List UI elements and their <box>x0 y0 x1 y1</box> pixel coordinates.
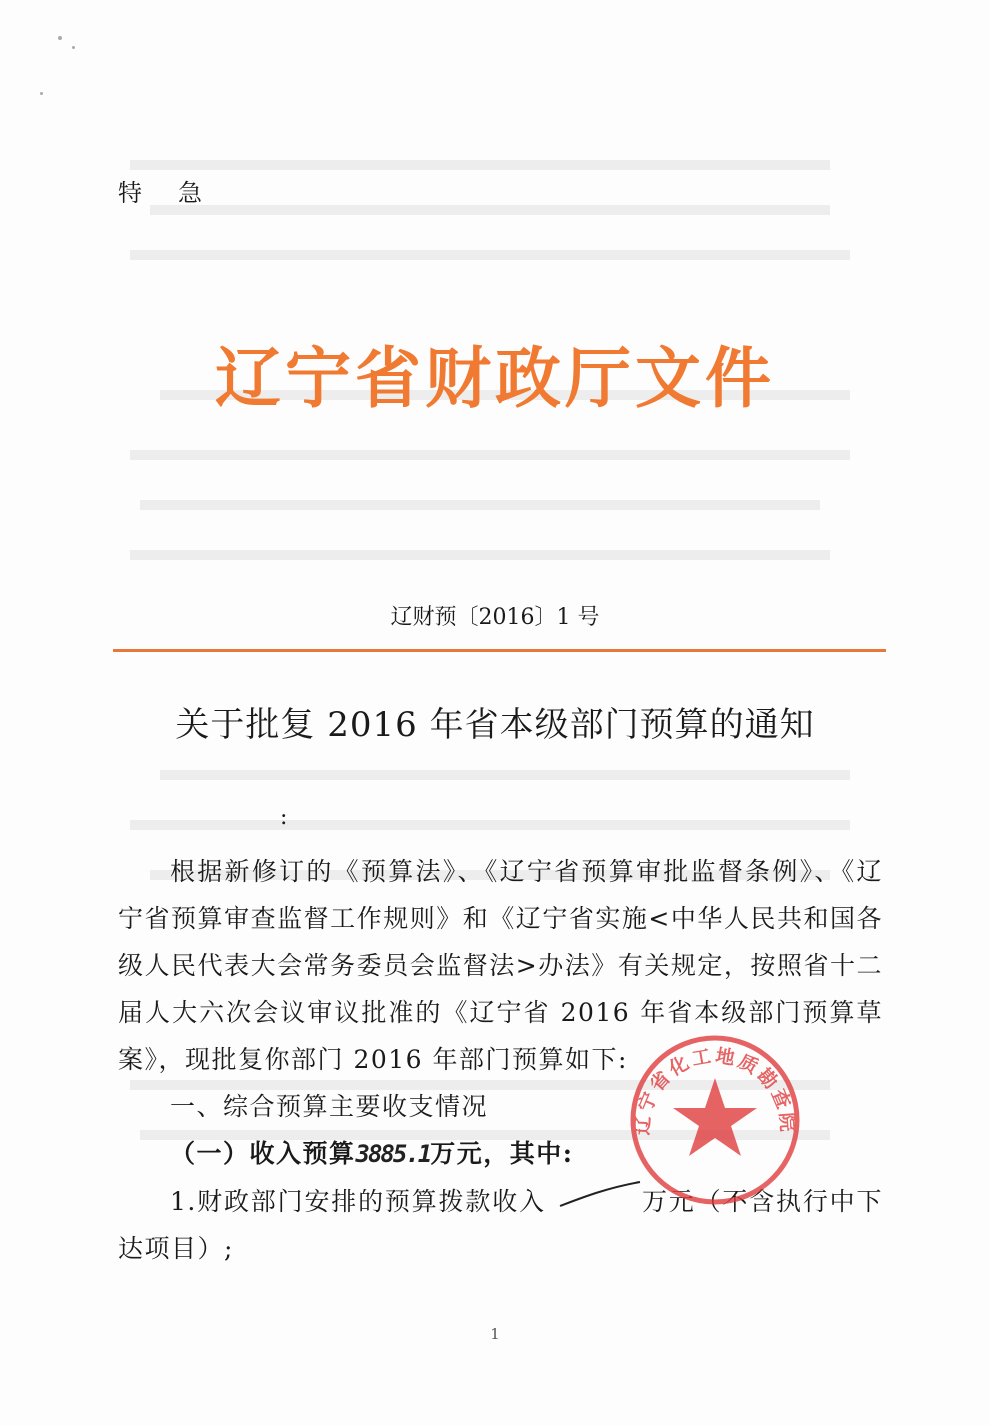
income-prefix: （一）收入预算 <box>170 1139 356 1168</box>
paragraph-1: 根据新修订的《预算法》、《辽宁省预算审批监督条例》、《辽宁省预算审查监督工作规则》和《辽宁省实施<中华人民共和国各级人民代表大会常务委员会监督法>办法》有关规定，按照省十二届人大六次会议审议批准的《辽宁省 2016 年省本级部门预算草案》，现批复你部门 2016 年部门预算如下: <box>118 857 883 1074</box>
seal-text: 辽宁省化工地质勘查院 <box>631 1044 799 1136</box>
notice-title: 关于批复 2016 年省本级部门预算的通知 <box>175 705 815 745</box>
item-1-prefix: 1.财政部门安排的预算拨款收入 <box>170 1187 546 1216</box>
income-suffix: 万元，其中: <box>430 1139 574 1168</box>
page-number: 1 <box>490 1325 500 1343</box>
scan-speck <box>58 36 62 40</box>
scan-speck <box>72 46 75 49</box>
masthead-title: 辽宁省财政厅文件 <box>215 340 775 417</box>
urgency-mark <box>118 173 204 208</box>
section-heading-1: 一、综合预算主要收支情况 <box>170 1092 489 1121</box>
salutation: : <box>280 805 288 830</box>
urgency-char-2: 急 <box>178 179 204 207</box>
item-1-suffix: 万元（不含执行中下达项目）; <box>118 1187 884 1263</box>
scan-speck <box>40 92 43 95</box>
official-seal-stamp <box>620 1030 810 1210</box>
income-amount-handwritten: 3885.1 <box>355 1140 431 1168</box>
masthead-divider <box>113 649 886 652</box>
urgency-char-1: 特 <box>118 179 144 207</box>
document-number: 辽财预〔2016〕1 号 <box>390 605 600 630</box>
